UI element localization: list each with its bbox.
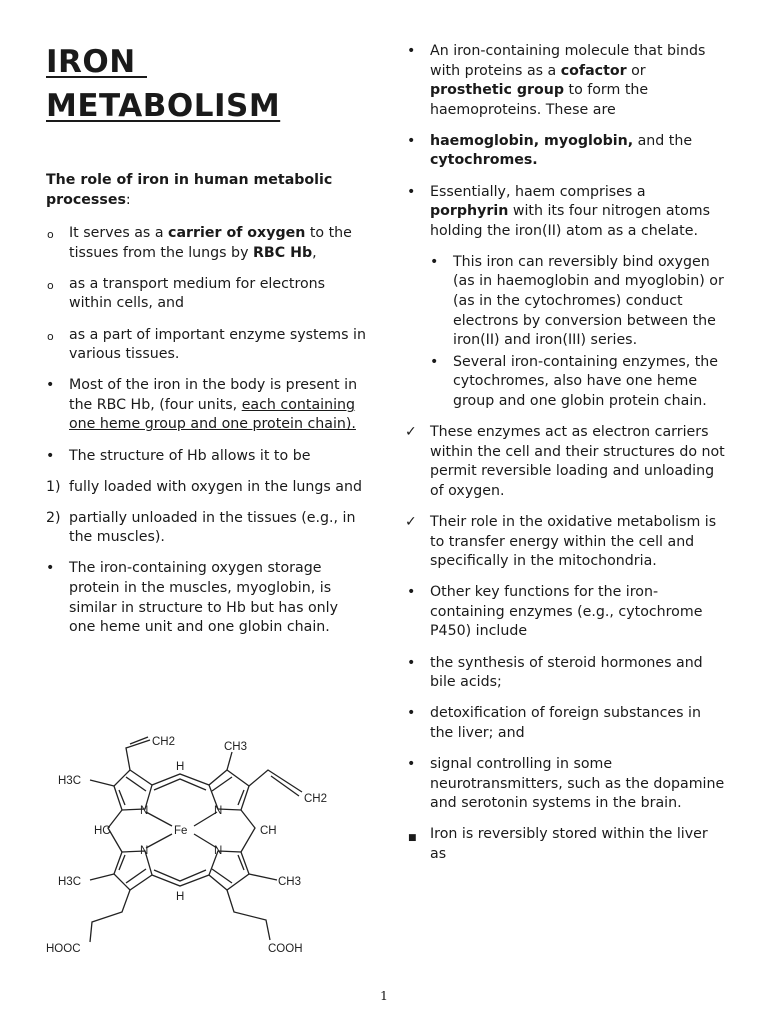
section-heading-colon: : — [125, 191, 131, 208]
ch2-label: CH2 — [304, 793, 328, 805]
text: This iron can reversibly bind oxygen (as in haemoglobin and myoglobin) or (as in the cytochromes) conduct electrons by conversion between the iron(II) and iron(III) series. — [453, 253, 724, 349]
hooc-label: HOOC — [46, 943, 81, 955]
bullet-icon: • — [407, 584, 416, 601]
cooh-label: COOH — [268, 943, 303, 955]
list-number: 2) — [46, 509, 61, 526]
bullet-icon: • — [430, 353, 439, 370]
bold-text: carrier of oxygen — [168, 225, 306, 242]
double-bond — [271, 776, 299, 796]
list-item-haemoglobin — [407, 132, 727, 171]
bullet-icon: • — [407, 132, 416, 149]
vinyl-group-right — [249, 770, 302, 792]
bold-text: RBC Hb — [252, 244, 313, 261]
text: with its four nitrogen atoms holding the iron(II) atom as a chelate. — [430, 203, 710, 239]
methyl-bond — [249, 874, 277, 880]
text: These enzymes act as electron carriers within the cell and their structures do not permit reversible loading and unloading of oxygen. — [430, 424, 725, 499]
list-item-electron-transport — [46, 275, 366, 314]
circle-bullet-icon: o — [47, 329, 54, 343]
text: It serves as a — [69, 225, 169, 242]
bullet-icon: • — [407, 654, 416, 671]
text: The iron-containing oxygen storage protein in the muscles, myoglobin, is similar in structure to Hb but has only one heme unit and one globin chain. — [69, 560, 339, 636]
n-label: N — [214, 845, 223, 857]
nested-list — [430, 253, 727, 412]
underlined-text: each containing one heme group and one protein chain). — [69, 396, 356, 433]
bold-text: haemoglobin, myoglobin, — [430, 132, 634, 149]
bullet-icon: • — [407, 705, 416, 722]
list-item-oxidative-role — [407, 513, 727, 572]
list-item-haemoproteins — [407, 42, 727, 120]
h-label: H — [176, 761, 185, 773]
text: Iron is reversibly stored within the liver as — [430, 826, 708, 862]
circle-bullet-icon: o — [47, 278, 54, 292]
title-line-1: IRON — [46, 44, 147, 80]
list-item-other-functions — [407, 583, 727, 642]
list-item-rbc-hb — [46, 376, 366, 435]
text: Other key functions for the iron-containing enzymes (e.g., cytochrome P450) include — [430, 584, 703, 640]
h-label: H — [176, 891, 185, 903]
double-bond — [212, 869, 232, 883]
list-item-liver-storage — [407, 825, 727, 864]
list-item-detoxification — [407, 704, 727, 743]
page-number: 1 — [380, 988, 388, 1003]
list-item-hb-structure — [46, 447, 366, 467]
list-item-steroid-synthesis — [407, 654, 727, 693]
numbered-item-1 — [46, 478, 366, 498]
hc-label: HC — [94, 825, 111, 837]
methyl-bond — [90, 780, 114, 786]
text: Most of the iron in the body is present in the RBC Hb, (four units, — [69, 377, 358, 413]
bullet-icon: • — [407, 755, 416, 772]
section-heading — [46, 171, 366, 210]
bullet-icon: • — [46, 447, 55, 464]
text: as a transport medium for electrons within cells, and — [69, 275, 326, 312]
text: An iron-containing molecule that binds with proteins as a — [430, 43, 706, 79]
text: The structure of Hb allows it to be — [69, 447, 311, 464]
text: signal controlling in some neurotransmitters, such as the dopamine and serotonin systems in the brain. — [430, 755, 725, 812]
vinyl-group-top — [126, 740, 150, 770]
page-title — [46, 40, 280, 128]
bullet-icon: • — [407, 183, 416, 200]
text: to the tissues from the lungs by — [69, 225, 352, 261]
right-column — [407, 42, 727, 876]
text: the synthesis of steroid hormones and bile acids; — [430, 654, 703, 691]
text: partially unloaded in the tissues (e.g., in the muscles). — [69, 509, 356, 546]
methyl-bond — [90, 874, 114, 880]
double-bond — [130, 737, 148, 744]
bullet-icon: • — [46, 560, 55, 577]
bullet-icon: • — [407, 43, 416, 59]
list-item-myoglobin — [46, 559, 366, 637]
bold-text: prosthetic group — [430, 82, 564, 99]
text: detoxification of foreign substances in the liver; and — [430, 705, 701, 741]
n-label: N — [214, 805, 223, 817]
double-bond — [212, 777, 232, 791]
methine-bridge-right — [241, 810, 255, 852]
h3c-label: H3C — [58, 876, 82, 888]
text: , — [312, 244, 317, 261]
n-label: N — [140, 845, 149, 857]
square-bullet-icon: ■ — [408, 833, 417, 844]
list-item-signal-controlling — [407, 755, 727, 814]
n-label: N — [140, 805, 149, 817]
checkmark-icon: ✓ — [405, 424, 417, 441]
text: Several iron-containing enzymes, the cytochromes, also have one heme group and one globin protein chain. — [453, 353, 719, 409]
bullet-icon: • — [46, 377, 55, 394]
list-number: 1) — [46, 478, 61, 495]
ch-label: CH — [260, 825, 277, 837]
checkmark-icon: ✓ — [405, 513, 417, 530]
ch3-label: CH3 — [224, 741, 248, 753]
bold-text: cytochromes. — [430, 152, 538, 169]
list-item-porphyrin — [407, 183, 727, 242]
list-item-cytochromes — [430, 353, 727, 412]
h3c-label: H3C — [58, 775, 82, 787]
text: to form the haemoproteins. These are — [430, 82, 649, 118]
pyrrole-ring — [209, 770, 249, 810]
fe-label: Fe — [174, 825, 188, 837]
left-column — [46, 171, 366, 649]
text: and the — [633, 132, 693, 149]
bullet-icon: • — [430, 253, 439, 270]
bold-text: porphyrin — [430, 203, 509, 220]
heme-structure-diagram — [42, 730, 342, 960]
methyl-bond — [227, 752, 232, 770]
text: or — [626, 62, 646, 79]
section-heading-text: The role of iron in human metabolic processes — [46, 172, 333, 208]
fe-n-bond — [146, 812, 172, 826]
ch3-label: CH3 — [278, 876, 302, 888]
list-item-enzyme-systems — [46, 326, 366, 365]
text: as a part of important enzyme systems in various tissues. — [69, 326, 366, 363]
title-line-2: METABOLISM — [46, 88, 281, 124]
numbered-item-2 — [46, 509, 366, 548]
bold-text: cofactor — [560, 62, 627, 79]
text: Their role in the oxidative metabolism is to transfer energy within the cell and specifically in the mitochondria. — [430, 513, 717, 570]
fe-n-bond — [146, 834, 172, 848]
text: Essentially, haem comprises a — [430, 183, 646, 200]
list-item-oxygen-carrier — [46, 224, 366, 263]
list-item-electron-carriers — [407, 423, 727, 501]
text: fully loaded with oxygen in the lungs and — [69, 478, 362, 495]
propionate-chain-left — [90, 890, 130, 942]
ch2-label: CH2 — [152, 736, 176, 748]
propionate-chain-right — [227, 890, 270, 940]
list-item-reversible-bind — [430, 253, 727, 351]
circle-bullet-icon: o — [47, 228, 54, 242]
